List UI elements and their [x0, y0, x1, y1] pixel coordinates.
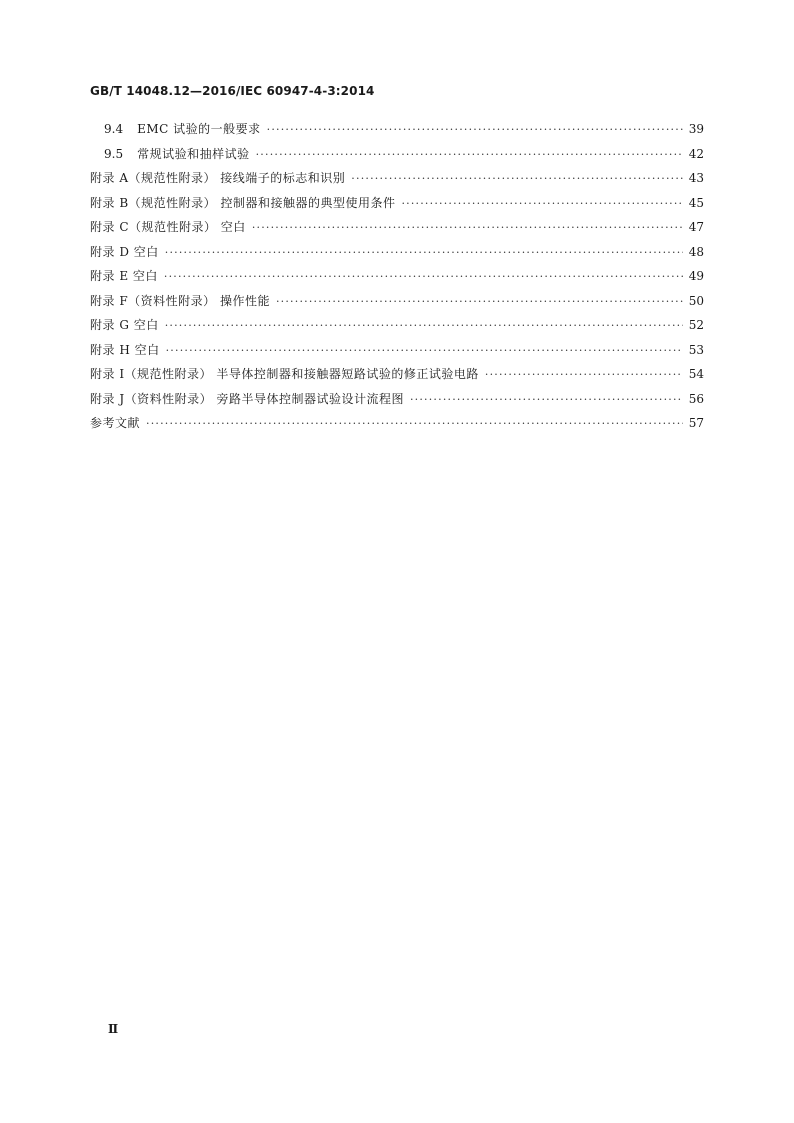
toc-entry-annex-h[interactable] [90, 340, 704, 365]
toc-dot-leader [165, 243, 683, 263]
toc-entry-page: 56 [688, 391, 704, 406]
toc-entry-page: 50 [688, 293, 704, 308]
toc-entry-bibliography[interactable] [90, 413, 704, 438]
toc-entry-page: 47 [688, 220, 704, 234]
toc-entry-page: 49 [688, 269, 704, 283]
toc-entry-title: 附录 B（规范性附录） 控制器和接触器的典型使用条件 [90, 195, 396, 210]
toc-entry-title: 参考文献 [90, 416, 141, 430]
toc-entry-9-5[interactable] [90, 144, 704, 169]
toc-dot-leader [165, 316, 683, 336]
toc-entry-page: 45 [688, 195, 704, 210]
toc-entry-title: 附录 E 空白 [90, 269, 158, 283]
toc-entry-page: 39 [688, 122, 704, 136]
toc-entry-page: 42 [688, 146, 704, 161]
toc-entry-annex-e[interactable] [90, 266, 704, 291]
toc-entry-annex-b[interactable] [90, 193, 704, 218]
toc-dot-leader [485, 365, 683, 385]
toc-entry-annex-g[interactable] [90, 315, 704, 340]
standard-code-header: GB/T 14048.12—2016/IEC 60947-4-3:2014 [90, 84, 375, 98]
toc-dot-leader [252, 218, 683, 238]
toc-dot-leader [351, 169, 682, 189]
toc-entry-number: 9.4 [104, 122, 124, 136]
page-number: Ⅱ [108, 1022, 119, 1036]
toc-entry-page: 54 [688, 367, 704, 381]
toc-entry-number: 9.5 [104, 146, 124, 161]
toc-entry-annex-a[interactable] [90, 168, 704, 193]
toc-entry-title: 附录 I（规范性附录） 半导体控制器和接触器短路试验的修正试验电路 [90, 367, 479, 381]
table-of-contents [90, 119, 704, 438]
toc-dot-leader [401, 194, 682, 214]
toc-entry-title: 附录 A（规范性附录） 接线端子的标志和识别 [90, 171, 346, 185]
toc-entry-annex-j[interactable] [90, 389, 704, 414]
toc-dot-leader [276, 292, 683, 312]
toc-entry-annex-f[interactable] [90, 291, 704, 316]
toc-entry-annex-i[interactable] [90, 364, 704, 389]
toc-entry-page: 53 [688, 342, 704, 357]
toc-entry-page: 57 [688, 416, 704, 430]
toc-entry-title: 常规试验和抽样试验 [137, 146, 250, 161]
toc-entry-annex-d[interactable] [90, 242, 704, 267]
toc-dot-leader [410, 390, 683, 410]
toc-entry-title: 附录 J（资料性附录） 旁路半导体控制器试验设计流程图 [90, 391, 404, 406]
toc-entry-annex-c[interactable] [90, 217, 704, 242]
toc-entry-title: 附录 C（规范性附录） 空白 [90, 220, 246, 234]
toc-entry-page: 52 [688, 318, 704, 332]
toc-entry-title: EMC 试验的一般要求 [137, 122, 261, 136]
toc-dot-leader [146, 414, 683, 434]
toc-dot-leader [256, 145, 683, 165]
toc-dot-leader [267, 120, 683, 140]
toc-entry-page: 43 [688, 171, 704, 185]
toc-entry-title: 附录 D 空白 [90, 244, 159, 259]
toc-dot-leader [166, 341, 683, 361]
toc-entry-9-4[interactable] [90, 119, 704, 144]
toc-dot-leader [164, 267, 683, 287]
toc-entry-title: 附录 H 空白 [90, 342, 160, 357]
toc-entry-page: 48 [688, 244, 704, 259]
toc-entry-title: 附录 F（资料性附录） 操作性能 [90, 293, 270, 308]
toc-entry-title: 附录 G 空白 [90, 318, 159, 332]
